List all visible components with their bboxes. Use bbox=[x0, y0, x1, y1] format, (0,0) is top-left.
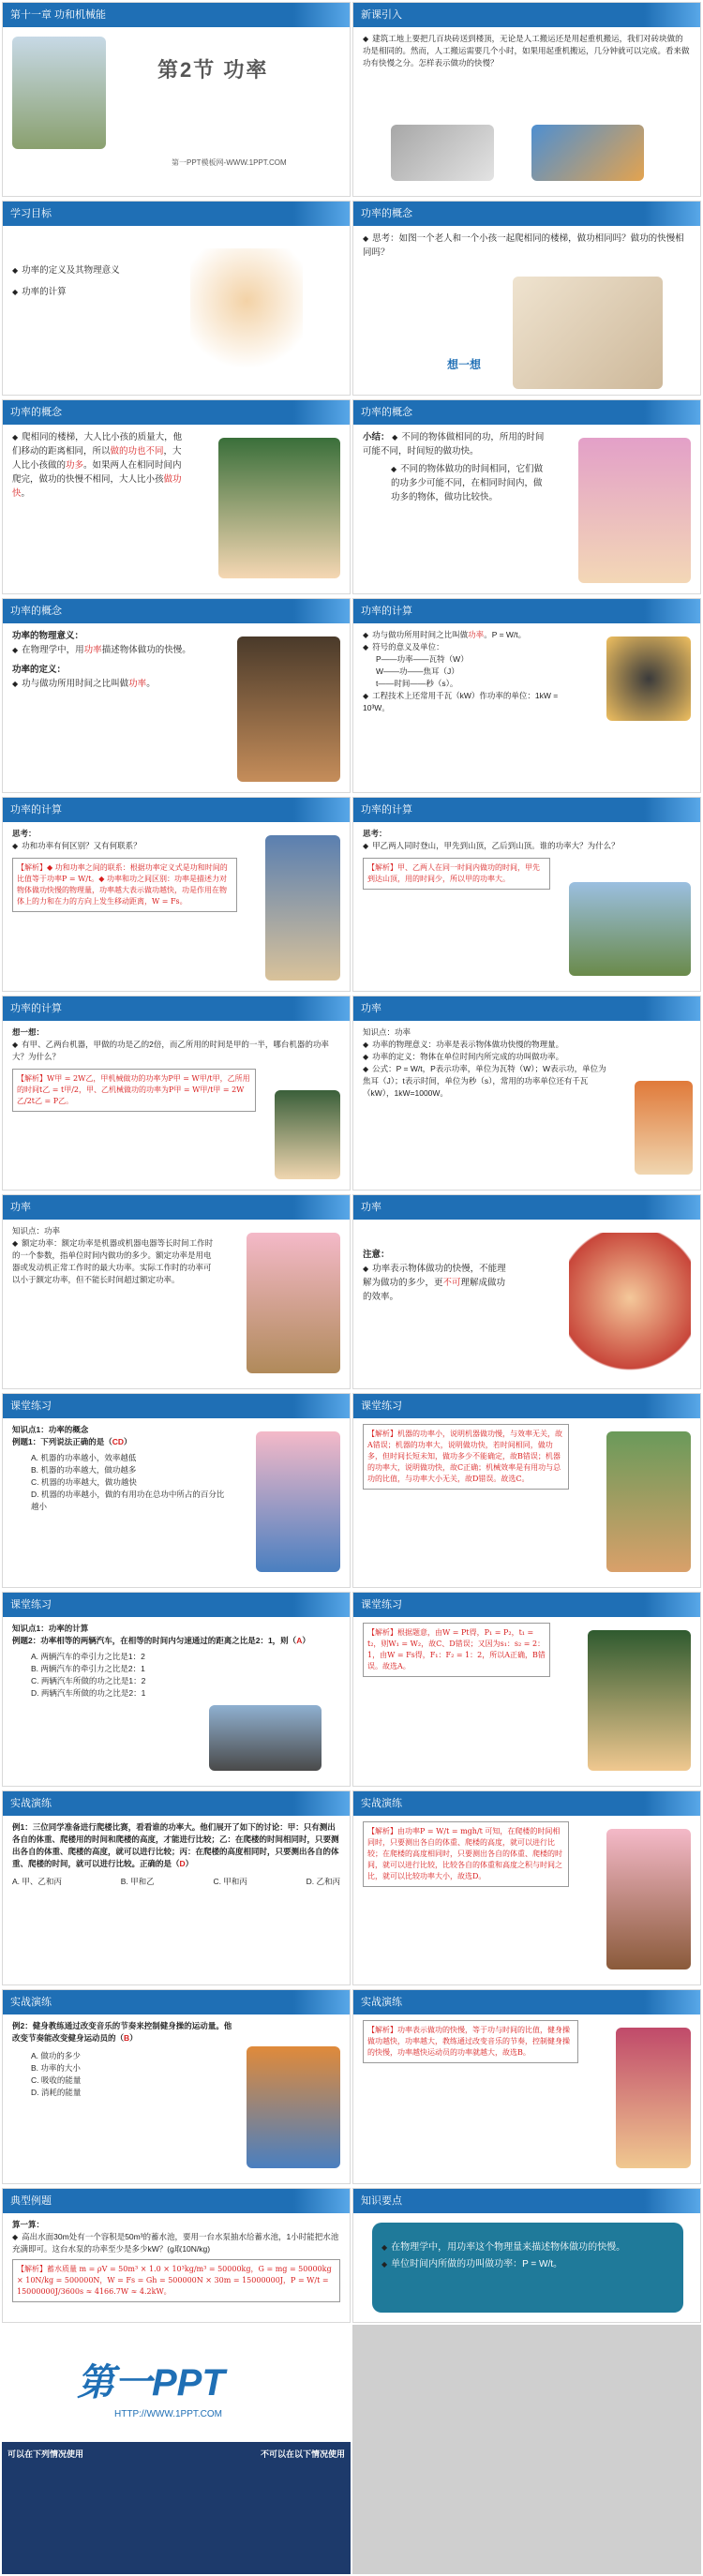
slide-header: 第十一章 功和机械能 bbox=[3, 3, 350, 27]
rated-power-text: ◆ 额定功率：额定功率是机器或机器电器等长时间工作时的一个参数，指单位时间内做功的多少。额定功率是用电器或发动机正常工作时的最大功率。实际工作时的功率可以小于额定功率，但不能长时间超过额定功率。 bbox=[12, 1237, 218, 1286]
slide-header: 实战演练 bbox=[353, 1990, 700, 2014]
footer-band bbox=[2, 2442, 351, 2574]
books-image bbox=[635, 1081, 693, 1175]
option-d[interactable]: D. 机器的功率越小，做的有用功在总功中所占的百分比越小 bbox=[31, 1490, 225, 1511]
goal-item: ◆ 功率的计算 bbox=[12, 285, 340, 299]
slide-concept-1[interactable] bbox=[352, 201, 701, 396]
slide-header: 功率 bbox=[353, 996, 700, 1021]
dancing-kid-image bbox=[247, 2046, 340, 2168]
stairs-image bbox=[513, 277, 663, 389]
race-cars-image bbox=[209, 1705, 322, 1771]
knowledge-label: 知识点：功率 bbox=[363, 1027, 411, 1037]
shouting-boy-image bbox=[569, 1233, 691, 1378]
text-post: 。如果两人在相同时间内爬完，做功的快慢不相同，大人比小孩 bbox=[12, 460, 182, 485]
slide-concept-4[interactable] bbox=[2, 598, 351, 793]
formula-text: 功与做功所用时间之比叫做 bbox=[372, 630, 469, 639]
option-a[interactable]: A. 两辆汽车的牵引力之比是1：2 bbox=[31, 1652, 145, 1661]
option-a[interactable]: A. 做功的多少 bbox=[31, 2051, 81, 2060]
key-points-box bbox=[372, 2223, 683, 2313]
question-text: 例1：三位同学准备进行爬楼比赛，看看谁的功率大。他们展开了如下的讨论：甲：只有测出各自的体重、爬楼用的时间和爬楼的高度，才能进行比较；乙：在爬楼的时间相同时，只要测出各自的体重、爬楼的高度，就可以进行比较；丙：在爬楼的高度相同时，只要测出各自的体重、爬楼的时间，就可以进行比较。正确的是（ bbox=[12, 1822, 339, 1868]
slide-drill-2[interactable] bbox=[352, 1790, 701, 1985]
reading-girl-image bbox=[247, 1233, 340, 1373]
slide-calc-3[interactable] bbox=[352, 797, 701, 992]
text-pre: ◆ 爬相同的楼梯，大人比小孩的质量大，他们移动的距离相同，所以 bbox=[12, 432, 182, 457]
note-text: 理解成做功的效率。 bbox=[363, 1278, 506, 1302]
question-text: ◆ 高出水面30m处有一个容积是50m³的蓄水池，要用一台水泵抽水给蓄水池，1小时能把水池充满即可。这台水泵的功率至少是多少kW？(g取10N/kg) bbox=[12, 2231, 340, 2255]
solution-box: 【解析】机器的功率小，说明机器做功慢，与效率无关，故A错误；机器的功率大，说明做功快，若时间相同，做功多，但时间长短未知，做功多少不能确定，故B错误；机器的功率大，说明做功快，故C正确；机械效率是有用功与总功的比值，与功率大小无关，故D错误。故选C。 bbox=[363, 1424, 569, 1490]
summary-item: ◆ 不同的物体做相同的功，所用的时间可能不同，时间短的做功快。 bbox=[363, 432, 544, 457]
option-c[interactable]: C. 吸收的能量 bbox=[31, 2075, 82, 2085]
slide-header: 功率的计算 bbox=[3, 996, 350, 1021]
teacher-pointer-image bbox=[237, 637, 340, 782]
logo: 第一PPT bbox=[77, 2362, 225, 2404]
power-item: ◆ 公式：P = W/t，P表示功率，单位为瓦特（W）；W表示功，单位为焦耳（J）；t表示时间，单位为秒（s），常用的功率单位还有千瓦（kW），1kW=1000W。 bbox=[363, 1063, 606, 1100]
meaning-text: 在物理学中，用 bbox=[22, 645, 84, 655]
think-heading: 思考： bbox=[363, 829, 387, 838]
question-text: ◆ 甲乙两人同时登山，甲先到山顶，乙后到山顶。谁的功率大？为什么？ bbox=[363, 840, 691, 852]
slide-header: 学习目标 bbox=[3, 202, 350, 226]
slide-key-points[interactable] bbox=[352, 2188, 701, 2323]
slide-power-3[interactable] bbox=[352, 1194, 701, 1389]
slide-practice-4[interactable] bbox=[352, 1592, 701, 1787]
answer-text: CD bbox=[112, 1437, 125, 1446]
slide-header: 课堂练习 bbox=[353, 1593, 700, 1617]
question-end: ） bbox=[124, 1437, 132, 1446]
text-red: 做功快 bbox=[12, 474, 182, 499]
slide-header: 功率的计算 bbox=[353, 599, 700, 623]
question-text: 例2：健身教练通过改变音乐的节奏来控制健身操的运动量。他改变节奏能改变健身运动员的（ bbox=[12, 2021, 232, 2043]
slide-header: 功率的概念 bbox=[3, 599, 350, 623]
slide-title-text: 第2节 功率 bbox=[157, 58, 269, 82]
slide-title[interactable] bbox=[2, 2, 351, 197]
text-end: 。 bbox=[21, 488, 31, 499]
text-red: 功率 bbox=[128, 679, 147, 689]
slide-header: 新课引入 bbox=[353, 3, 700, 27]
slide-header: 功率 bbox=[3, 1195, 350, 1220]
definition-text: 功与做功所用时间之比叫做 bbox=[22, 679, 129, 689]
think-text: ◆ 思考：如图一个老人和一个小孩一起爬相同的楼梯，做功相同吗？做功的快慢相同吗？ bbox=[353, 226, 700, 265]
slide-header: 功率的概念 bbox=[353, 400, 700, 425]
answer-text: D bbox=[179, 1859, 186, 1868]
unit-line: P——功率——瓦特（W） bbox=[376, 654, 469, 664]
answer-text: B bbox=[124, 2033, 130, 2043]
solution-box: 【解析】◆ 功和功率之间的联系：根据功率定义式是功和时间的比值等于功率P = W/t。◆ 功率和功之间区别：功率是描述力对物体做功快慢的物理量，功率越大表示做功越快，功是作用在物体上的力和在力的方向上发生移动距离，W = Fs。 bbox=[12, 858, 237, 912]
teacher-image bbox=[218, 438, 340, 578]
option-a[interactable]: A. 甲、乙和丙 bbox=[12, 1877, 62, 1886]
reading-girl-image bbox=[606, 1829, 691, 1969]
slide-header: 实战演练 bbox=[353, 1791, 700, 1816]
slide-header: 课堂练习 bbox=[353, 1394, 700, 1418]
option-d[interactable]: D. 消耗的能量 bbox=[31, 2088, 82, 2097]
text-red: 功率 bbox=[468, 630, 485, 639]
unit-line: W——功——焦耳（J） bbox=[376, 666, 459, 676]
question-end: ） bbox=[129, 2033, 138, 2043]
knowledge-label: 知识点1：功率的计算 bbox=[12, 1624, 89, 1633]
kw-note: ◆ 工程技术上还常用千瓦（kW）作功率的单位：1kW = 10³W。 bbox=[363, 690, 578, 714]
knowledge-label: 知识点：功率 bbox=[12, 1226, 61, 1236]
formula-text: 。P = W/t。 bbox=[484, 630, 527, 639]
owl-image bbox=[606, 637, 691, 721]
slide-concept-2[interactable] bbox=[2, 399, 351, 594]
solution-box: 【解析】功率表示做功的快慢，等于功与时间的比值，健身操做功越快，功率越大，教练通过改变音乐的节奏，控制健身操的快慢，功率越快运动员的功率就越大，故选B。 bbox=[363, 2020, 578, 2063]
option-c[interactable]: C. 机器的功率越大，做功越快 bbox=[31, 1477, 137, 1487]
question-text: ◆ 有甲、乙两台机器，甲做的功是乙的2倍，而乙所用的时间是甲的一半，哪台机器的功率大？为什么？ bbox=[12, 1039, 340, 1063]
option-a[interactable]: A. 机器的功率越小，效率越低 bbox=[31, 1453, 137, 1462]
slide-calc-2[interactable] bbox=[2, 797, 351, 992]
think-heading: 思考： bbox=[12, 829, 37, 838]
footer-cannot-use: 不可以在以下情况使用 bbox=[260, 2449, 345, 2459]
meaning-text: 描述物体做功的快慢。 bbox=[101, 645, 191, 655]
workers-image bbox=[391, 125, 494, 181]
option-b[interactable]: B. 功率的大小 bbox=[31, 2063, 81, 2073]
slide-practice-1[interactable] bbox=[2, 1393, 351, 1588]
slide-header: 实战演练 bbox=[3, 1990, 350, 2014]
slide-practice-2[interactable] bbox=[352, 1393, 701, 1588]
slide-drill-1[interactable] bbox=[2, 1790, 351, 1985]
think-heading: 想一想： bbox=[12, 1027, 45, 1037]
note-text: 功率表示物体做功的快慢，不能理解为做功的多少，更 bbox=[363, 1264, 506, 1288]
unit-line: t——时间——秒（s）。 bbox=[376, 679, 458, 688]
slide-header: 功率的计算 bbox=[353, 798, 700, 822]
slide-header: 课堂练习 bbox=[3, 1394, 350, 1418]
text-red: 做的功也不同 bbox=[110, 446, 164, 457]
teacher-image bbox=[275, 1090, 340, 1179]
power-item: ◆ 功率的物理意义：功率是表示物体做功快慢的物理量。 bbox=[363, 1039, 606, 1051]
book-stack-image bbox=[616, 2028, 691, 2168]
boy-image bbox=[265, 835, 340, 981]
slide-drill-3[interactable] bbox=[2, 1989, 351, 2184]
slide-example[interactable] bbox=[2, 2188, 351, 2323]
hikers-image bbox=[569, 882, 691, 976]
slide-goals[interactable] bbox=[2, 201, 351, 396]
empty-area bbox=[352, 2325, 701, 2574]
option-c[interactable]: C. 甲和丙 bbox=[213, 1877, 247, 1886]
option-b[interactable]: B. 机器的功率越大，做功越多 bbox=[31, 1465, 137, 1475]
slide-intro[interactable] bbox=[352, 2, 701, 197]
calc-heading: 算一算： bbox=[12, 2220, 45, 2229]
slide-header: 功率的概念 bbox=[3, 400, 350, 425]
question-text: 例题1：下列说法正确的是（ bbox=[12, 1437, 112, 1446]
text-red: 功多 bbox=[66, 460, 84, 471]
blackboard-kids-image bbox=[588, 1630, 691, 1771]
units-heading: ◆ 符号的意义及单位： bbox=[363, 641, 578, 653]
slide-header: 功率的概念 bbox=[353, 202, 700, 226]
girl-image bbox=[578, 438, 691, 583]
footer-can-use: 可以在下列情况使用 bbox=[7, 2449, 84, 2459]
slide-header: 典型例题 bbox=[3, 2189, 350, 2213]
option-d[interactable]: D. 两辆汽车所做的功之比是2：1 bbox=[31, 1688, 146, 1698]
text-red: 功率 bbox=[83, 645, 102, 655]
text-red: 不可 bbox=[442, 1278, 461, 1288]
slide-calc-4[interactable] bbox=[2, 996, 351, 1191]
site-label: 第一PPT模板网-WWW.1PPT.COM bbox=[172, 158, 287, 167]
slide-drill-4[interactable] bbox=[352, 1989, 701, 2184]
slide-header: 课堂练习 bbox=[3, 1593, 350, 1617]
note-heading: 注意： bbox=[363, 1250, 390, 1260]
crane-image bbox=[531, 125, 644, 181]
option-b[interactable]: B. 甲和乙 bbox=[120, 1877, 155, 1886]
question-text: 例题2：功率相等的两辆汽车，在相等的时间内匀速通过的距离之比是2：1，则（ bbox=[12, 1636, 297, 1645]
solution-box: 【解析】由功率P = W/t = mgh/t 可知，在爬楼的时间相同时，只要测出各自的体重、爬楼的高度，就可以进行比较；在爬楼的高度相同时，只要测出各自的体重、爬楼的时间，就可以进行比较，比较各自的体重和高度之积与时间之比，就可以比较功率大小，故选D。 bbox=[363, 1821, 569, 1887]
slide-header: 功率的计算 bbox=[3, 798, 350, 822]
definition-text: 。 bbox=[146, 679, 156, 689]
definition-heading: 功率的定义： bbox=[12, 665, 67, 675]
key-point: ◆ 单位时间内所做的功叫做功率：P = W/t。 bbox=[381, 2256, 674, 2273]
solution-box: 【解析】蓄水质量 m = ρV = 50m³ × 1.0 × 10³kg/m³ = 50000kg，G = mg = 50000kg × 10N/kg = 500000N，W = Fs = Gh = 500000N × 30m = 15000000J，P = W/t = 15000000J/3600s ≈ 4166.7W ≈ 4.2kW。 bbox=[12, 2259, 340, 2302]
logo-url[interactable]: HTTP://WWW.1PPT.COM bbox=[114, 2409, 222, 2419]
goal-item: ◆ 功率的定义及其物理意义 bbox=[12, 263, 340, 277]
slide-power-1[interactable] bbox=[352, 996, 701, 1191]
construction-image bbox=[12, 37, 106, 149]
knowledge-label: 知识点1：功率的概念 bbox=[12, 1425, 89, 1434]
intro-text: ◆ 建筑工地上要把几百块砖送到楼顶，无论是人工搬运还是用起重机搬运，我们对砖块做的功是相同的。然而，人工搬运需要几个小时，如果用起重机搬运，几分钟就可以完成。看来做功有快慢之分。怎样表示做功的快慢？ bbox=[353, 27, 700, 75]
key-point: ◆ 在物理学中，用功率这个物理量来描述物体做功的快慢。 bbox=[381, 2239, 674, 2256]
slide-practice-3[interactable] bbox=[2, 1592, 351, 1787]
summary-label: 小结： bbox=[363, 432, 390, 442]
slide-header: 知识要点 bbox=[353, 2189, 700, 2213]
reading-girl-image bbox=[256, 1431, 340, 1572]
slide-power-2[interactable] bbox=[2, 1194, 351, 1389]
option-b[interactable]: B. 两辆汽车的牵引力之比是2：1 bbox=[31, 1664, 145, 1673]
footer-slide bbox=[2, 2325, 351, 2574]
solution-box: 【解析】甲、乙两人在同一时间内做功的时间，甲先到达山顶，用的时间少，所以甲的功率大。 bbox=[363, 858, 550, 890]
question-text: ◆ 功和功率有何区别？又有何联系？ bbox=[12, 840, 237, 852]
slide-header: 实战演练 bbox=[3, 1791, 350, 1816]
option-c[interactable]: C. 两辆汽车所做的功之比是1：2 bbox=[31, 1676, 146, 1685]
professor-image bbox=[190, 248, 303, 380]
slide-calc-1[interactable] bbox=[352, 598, 701, 793]
answer-text: A bbox=[296, 1636, 303, 1645]
power-item: ◆ 功率的定义：物体在单位时间内所完成的功叫做功率。 bbox=[363, 1051, 606, 1063]
slide-concept-3[interactable] bbox=[352, 399, 701, 594]
slide-header: 功率 bbox=[353, 1195, 700, 1220]
question-end: ） bbox=[302, 1636, 310, 1645]
kids-image bbox=[606, 1431, 691, 1572]
text-mid: ，大人比小孩做的 bbox=[12, 446, 182, 471]
think-label: 想一想 bbox=[447, 358, 482, 371]
option-d[interactable]: D. 乙和丙 bbox=[306, 1877, 340, 1886]
meaning-heading: 功率的物理意义： bbox=[12, 631, 84, 641]
solution-box: 【解析】W甲 = 2W乙，甲机械做功的功率为P甲 = W甲/t甲，乙所用的时间t乙 = t甲/2，甲、乙机械做功的功率为P甲 = W甲/t甲 = 2W乙/2t乙 = P乙。 bbox=[12, 1069, 256, 1112]
solution-box: 【解析】根据题意，由W = Pt得，P₁ = P₂，t₁ = t₂，则W₁ = W₂，故C、D错误；又因为s₁：s₂ = 2：1，由W = Fs得，F₁：F₂ = 1：2，所以A正确，B错误。故选A。 bbox=[363, 1623, 550, 1677]
question-end: ） bbox=[185, 1859, 194, 1868]
summary-item: ◆ 不同的物体做功的时间相同，它们做的功多少可能不同，在相同时间内，做功多的物体，做功比较快。 bbox=[363, 462, 550, 504]
